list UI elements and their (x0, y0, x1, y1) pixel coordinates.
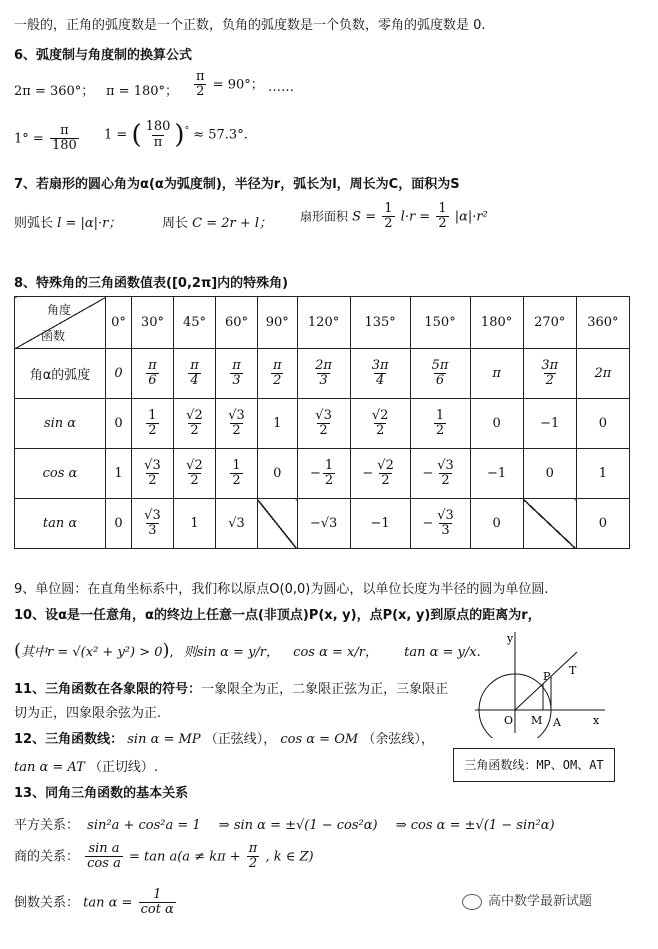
row-label: cos α (15, 449, 106, 499)
t-label: T (569, 664, 577, 677)
wechat-icon (462, 894, 482, 910)
section-12-tan (14, 756, 158, 775)
sin-line: sin α = MP (127, 732, 201, 747)
value-cell (523, 499, 576, 549)
value-cell: 0 (576, 499, 629, 549)
row-label: 角α的弧度 (15, 349, 106, 399)
formula-2pi: 2π = 360°； (14, 84, 95, 99)
value-cell: $\frac{\pi}{4}$ (173, 349, 215, 399)
value-cell: − $\frac{1}{2}$ (297, 449, 350, 499)
formula-ellipsis: …… (268, 80, 294, 95)
formula-degree (14, 124, 81, 154)
value-cell: $\frac{5\pi}{6}$ (410, 349, 470, 399)
value-cell: $\frac{√3}{2}$ (215, 399, 257, 449)
section-6-title: 6、弧度制与角度制的换算公式 (14, 48, 193, 63)
value-cell: 0 (523, 449, 576, 499)
value-cell: 1 (106, 449, 132, 499)
value-cell: $\frac{√2}{2}$ (173, 449, 215, 499)
quot-num: sin a (88, 841, 120, 856)
tan-note: （正切线）. (88, 760, 159, 775)
quot-frac-den: 2 (248, 856, 258, 872)
value-cell: − $\frac{√3}{3}$ (410, 499, 470, 549)
value-cell: $\frac{√3}{2}$ (131, 449, 173, 499)
f5-lhs: 1° = (14, 131, 44, 147)
header-bottom: 函数 (41, 329, 66, 343)
m-label: M (531, 714, 543, 727)
watermark-text: 高中数学最新试题 (488, 894, 593, 909)
value-cell: $\frac{1}{2}$ (410, 399, 470, 449)
value-cell: −1 (350, 499, 410, 549)
unit-circle-diagram (465, 628, 615, 738)
p-label: P (543, 670, 551, 683)
value-cell: 0 (106, 499, 132, 549)
value-cell: − $\frac{√3}{2}$ (410, 449, 470, 499)
value-cell: 2π (576, 349, 629, 399)
section-9-text: 9、单位圆：在直角坐标系中，我们称以原点O(0,0)为圆心，以单位长度为半径的圆为单位圆. (14, 582, 549, 597)
watermark (462, 890, 592, 910)
value-cell (257, 499, 297, 549)
formula-radian: 1 = ( $\frac{180}{\pi}$ )° ≈ 57.3°. (104, 119, 248, 150)
area-c: |α|·r² (454, 209, 488, 225)
value-cell: 0 (257, 449, 297, 499)
recip-lhs: tan α = (83, 895, 133, 911)
arc-length (14, 212, 121, 231)
value-cell: −1 (523, 399, 576, 449)
a-label: A (553, 716, 561, 729)
f3-num: π (196, 69, 205, 84)
value-cell: π (470, 349, 523, 399)
section-7-title: 7、若扇形的圆心角为α(α为弧度制)，半径为r，弧长为l，周长为C，面积为S (14, 177, 460, 192)
row-label: tan α (15, 499, 106, 549)
angle-header: 30° (131, 297, 173, 349)
f3-den: 2 (196, 84, 205, 100)
section-11-text2: 切为正，四象限余弦为正. (14, 706, 162, 721)
sin-note: （正弦线）， (204, 732, 277, 747)
formula-half-pi (192, 70, 264, 100)
sq-d1: ⇒ sin α = ±√(1 − cos²α) (218, 818, 378, 833)
arc-formula: l = |α|·r； (57, 216, 122, 231)
value-cell: $\frac{√2}{2}$ (350, 399, 410, 449)
value-cell: −√3 (297, 499, 350, 549)
value-cell: 1 (173, 499, 215, 549)
cos-line: cos α = OM (280, 732, 359, 747)
recip-den: cot α (140, 902, 174, 918)
value-cell: − $\frac{√2}{2}$ (350, 449, 410, 499)
quot-den: cos a (87, 856, 121, 872)
section-11-text1: 一象限全为正，二象限正弦为正，三象限正 (201, 682, 449, 697)
x-label: x (593, 714, 600, 727)
value-cell: −1 (470, 449, 523, 499)
row-label: sin α (15, 399, 106, 449)
angle-header: 150° (410, 297, 470, 349)
value-cell: $\frac{3\pi}{2}$ (523, 349, 576, 399)
square-relation (14, 814, 555, 833)
value-cell: 0 (470, 499, 523, 549)
cos-note: （余弦线）， (362, 732, 434, 747)
f6-rest: ≈ 57.3°. (193, 127, 248, 143)
table-row (15, 399, 630, 449)
perim-formula: C = 2r + l； (192, 216, 273, 231)
tan-line: tan α = AT (14, 760, 85, 775)
section-12-title: 12、三角函数线： (14, 732, 124, 747)
area-den2: 2 (438, 216, 447, 232)
formula-pi: π = 180°； (106, 84, 179, 99)
header-corner (15, 297, 106, 349)
f3-rest: = 90°； (212, 77, 264, 93)
f5-den: 180 (51, 138, 77, 154)
value-cell: $\frac{1}{2}$ (131, 399, 173, 449)
quot-rest: = tan a(a ≠ kπ + (128, 849, 241, 865)
angle-header: 90° (257, 297, 297, 349)
y-label: y (507, 632, 514, 645)
angle-header: 135° (350, 297, 410, 349)
quot-label: 商的关系： (14, 849, 80, 865)
f5-num: π (60, 123, 69, 138)
area-den: 2 (384, 216, 393, 232)
value-cell: $\frac{\pi}{6}$ (131, 349, 173, 399)
reciprocal-relation (14, 888, 178, 918)
quot-end: , k ∈ Z) (265, 849, 314, 865)
sq-label: 平方关系： (14, 818, 80, 833)
value-cell: $\frac{2\pi}{3}$ (297, 349, 350, 399)
value-cell: 1 (576, 449, 629, 499)
value-cell: 0 (576, 399, 629, 449)
area-b: l·r = (400, 209, 431, 225)
area-num: 1 (384, 201, 393, 216)
tan-def: tan α = y/x. (404, 645, 481, 660)
section-13-title: 13、同角三角函数的基本关系 (14, 786, 189, 801)
diagram-caption: 三角函数线：MP、OM、AT (453, 748, 615, 782)
perim-label: 周长 (162, 216, 189, 231)
sector-area (300, 202, 488, 232)
value-cell: $\frac{\pi}{3}$ (215, 349, 257, 399)
table-row (15, 499, 630, 549)
arc-label: 则弧长 (14, 216, 54, 231)
section-11 (14, 678, 448, 697)
sin-def: 则sin α = y/r， (183, 645, 280, 660)
angle-header: 270° (523, 297, 576, 349)
recip-num: 1 (153, 887, 162, 902)
sq-d2: ⇒ cos α = ±√(1 − sin²α) (395, 818, 555, 833)
intro-line: 一般的，正角的弧度数是一个正数，负角的弧度数是一个负数，零角的弧度数是 0. (14, 18, 486, 33)
value-cell: $\frac{√3}{2}$ (297, 399, 350, 449)
f6-num: 180 (145, 119, 171, 135)
quot-frac-num: π (248, 841, 258, 856)
angle-header: 0° (106, 297, 132, 349)
table-row (15, 449, 630, 499)
section-8-title: 8、特殊角的三角函数值表([0,2π]内的特殊角) (14, 276, 289, 291)
value-cell: 1 (257, 399, 297, 449)
f6-den: π (153, 134, 163, 150)
cos-def: cos α = x/r， (293, 645, 378, 660)
angle-header: 60° (215, 297, 257, 349)
value-cell: 0 (470, 399, 523, 449)
value-cell: $\frac{1}{2}$ (215, 449, 257, 499)
trig-value-table (14, 296, 630, 549)
value-cell: $\frac{\pi}{2}$ (257, 349, 297, 399)
value-cell: $\frac{3\pi}{4}$ (350, 349, 410, 399)
section-10-title: 10、设α是一任意角，α的终边上任意一点(非顶点)P(x, y)，点P(x, y)到原点的距离为r， (14, 608, 541, 623)
perimeter (162, 212, 272, 231)
o-label: O (504, 714, 514, 727)
value-cell: $\frac{√2}{2}$ (173, 399, 215, 449)
area-num2: 1 (438, 201, 447, 216)
section-12 (14, 728, 434, 747)
value-cell: 0 (106, 349, 132, 399)
section-11-title: 11、三角函数在各象限的符号： (14, 682, 202, 697)
section-10-defs: (其中r = √(x² + y²) > 0), 则sin α = y/r， cos α = x/r， tan α = y/x. (14, 640, 481, 661)
angle-header: 45° (173, 297, 215, 349)
area-a: S = (352, 209, 377, 225)
sq-formula: sin²a + cos²a = 1 (87, 818, 201, 833)
angle-header: 120° (297, 297, 350, 349)
quotient-relation (14, 842, 314, 872)
table-row (15, 349, 630, 399)
angle-header: 180° (470, 297, 523, 349)
recip-label: 倒数关系： (14, 895, 80, 911)
angle-header: 360° (576, 297, 629, 349)
f6-lhs: 1 = (104, 127, 128, 143)
value-cell: $\frac{√3}{3}$ (131, 499, 173, 549)
where-r: 其中r = √(x² + y²) > 0 (21, 645, 163, 660)
header-top: 角度 (46, 303, 71, 317)
area-label: 扇形面积 (300, 209, 349, 224)
value-cell: √3 (215, 499, 257, 549)
value-cell: 0 (106, 399, 132, 449)
